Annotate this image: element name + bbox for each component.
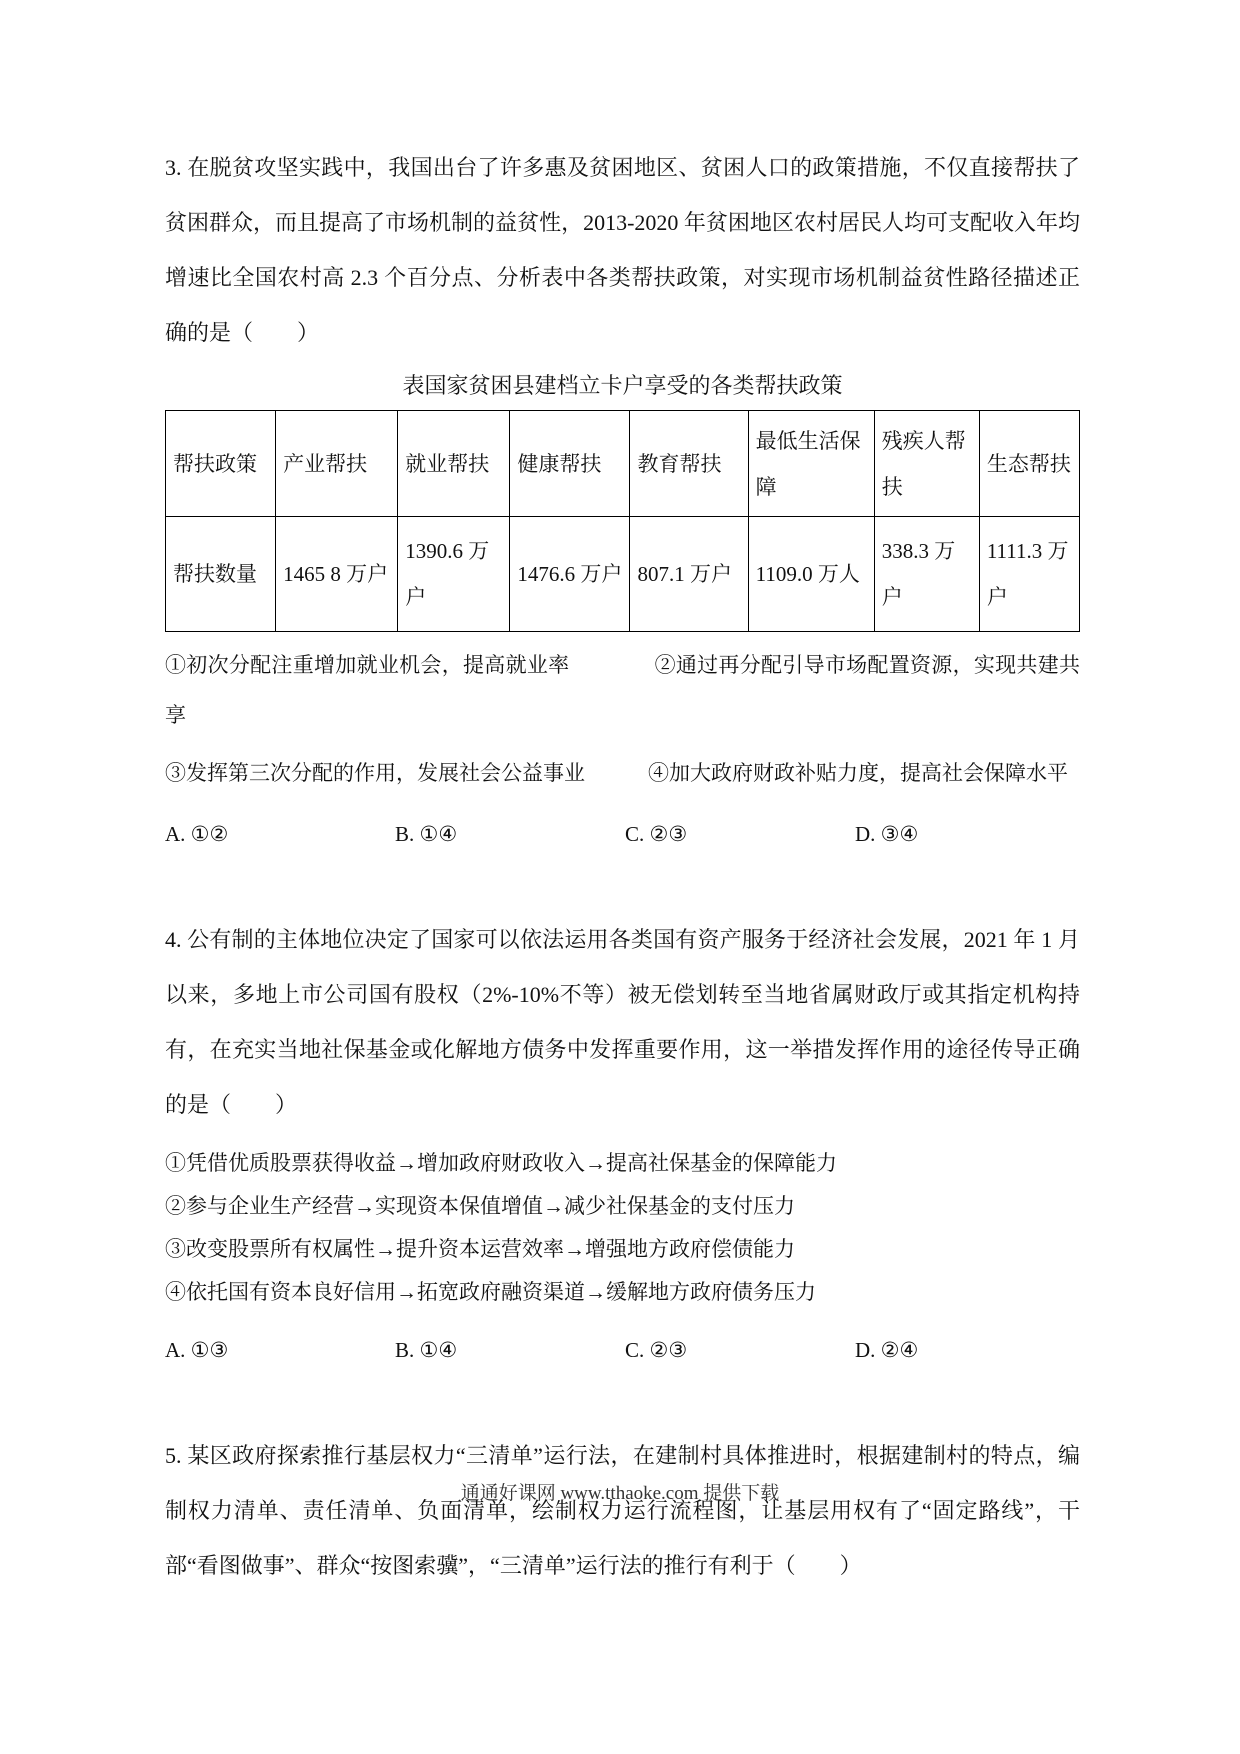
question-3 — [165, 140, 1080, 854]
table-header-cell: 残疾人帮扶 — [874, 411, 979, 517]
table-header-row — [166, 411, 1080, 517]
question-4-option-1: ①凭借优质股票获得收益→增加政府财政收入→提高社保基金的保障能力 — [165, 1151, 837, 1175]
choice-d: D. ③④ — [855, 822, 919, 846]
choice-b: B. ①④ — [395, 822, 458, 846]
question-3-options-line-2: ③发挥第三次分配的作用，发展社会公益事业 ④加大政府财政补贴力度，提高社会保障水平 — [165, 761, 1068, 785]
question-5-stem: 5. 某区政府探索推行基层权力“三清单”运行法，在建制村具体推进时，根据建制村的特点，编制权力清单、责任清单、负面清单，绘制权力运行流程图，让基层用权有了“固定路线”，干部“看图做事”、群众“按图索骥”，“三清单”运行法的推行有利于（ ） — [165, 1443, 1080, 1578]
choice-a: A. ①③ — [165, 1338, 229, 1362]
choice-b: B. ①④ — [395, 1338, 458, 1362]
table-data-cell: 1390.6 万户 — [398, 517, 510, 632]
question-4-stem: 4. 公有制的主体地位决定了国家可以依法运用各类国有资产服务于经济社会发展，2021 年 1 月以来，多地上市公司国有股权（2%-10%不等）被无偿划转至当地省属财政厅或其指定机构持有，在充实当地社保基金或化解地方债务中发挥重要作用，这一举措发挥作用的途径传导正确的是（ ） — [165, 927, 1080, 1117]
table-header-cell: 教育帮扶 — [630, 411, 748, 517]
table-data-cell: 帮扶数量 — [166, 517, 276, 632]
table-data-cell: 1465 8 万户 — [276, 517, 398, 632]
policy-table — [165, 410, 1080, 632]
choice-c: C. ②③ — [625, 1338, 688, 1362]
question-4 — [165, 912, 1080, 1370]
table-header-cell: 帮扶政策 — [166, 411, 276, 517]
table-header-cell: 就业帮扶 — [398, 411, 510, 517]
question-5 — [165, 1428, 1080, 1593]
table-header-cell: 产业帮扶 — [276, 411, 398, 517]
table-data-cell: 807.1 万户 — [630, 517, 748, 632]
question-4-choices — [165, 1330, 1080, 1370]
question-4-options — [165, 1142, 1080, 1314]
choice-d: D. ②④ — [855, 1338, 919, 1362]
table-data-cell: 1476.6 万户 — [510, 517, 630, 632]
choice-a: A. ①② — [165, 822, 229, 846]
table-header-cell: 健康帮扶 — [510, 411, 630, 517]
page-footer: 通通好课网 www.tthaoke.com 提供下载 — [460, 1483, 780, 1504]
question-3-options-line-1: ①初次分配注重增加就业机会，提高就业率 ②通过再分配引导市场配置资源，实现共建共享 — [165, 653, 1080, 727]
choice-c: C. ②③ — [625, 822, 688, 846]
table-data-cell: 1111.3 万户 — [979, 517, 1079, 632]
question-4-option-2: ②参与企业生产经营→实现资本保值增值→减少社保基金的支付压力 — [165, 1194, 795, 1218]
table-header-cell: 最低生活保障 — [748, 411, 874, 517]
question-3-choices — [165, 814, 1080, 854]
question-4-option-3: ③改变股票所有权属性→提升资本运营效率→增强地方政府偿债能力 — [165, 1237, 795, 1261]
table-caption: 表国家贫困县建档立卡户享受的各类帮扶政策 — [402, 373, 843, 398]
question-4-option-4: ④依托国有资本良好信用→拓宽政府融资渠道→缓解地方政府债务压力 — [165, 1280, 816, 1304]
question-3-stem: 3. 在脱贫攻坚实践中，我国出台了许多惠及贫困地区、贫困人口的政策措施，不仅直接帮扶了贫困群众，而且提高了市场机制的益贫性，2013-2020 年贫困地区农村居民人均可支配收入年均增速比全国农村高 2.3 个百分点、分析表中各类帮扶政策，对实现市场机制益贫性路径描述正确的是（ ） — [165, 155, 1080, 345]
table-data-cell: 1109.0 万人 — [748, 517, 874, 632]
table-data-row — [166, 517, 1080, 632]
table-header-cell: 生态帮扶 — [979, 411, 1079, 517]
table-data-cell: 338.3 万户 — [874, 517, 979, 632]
